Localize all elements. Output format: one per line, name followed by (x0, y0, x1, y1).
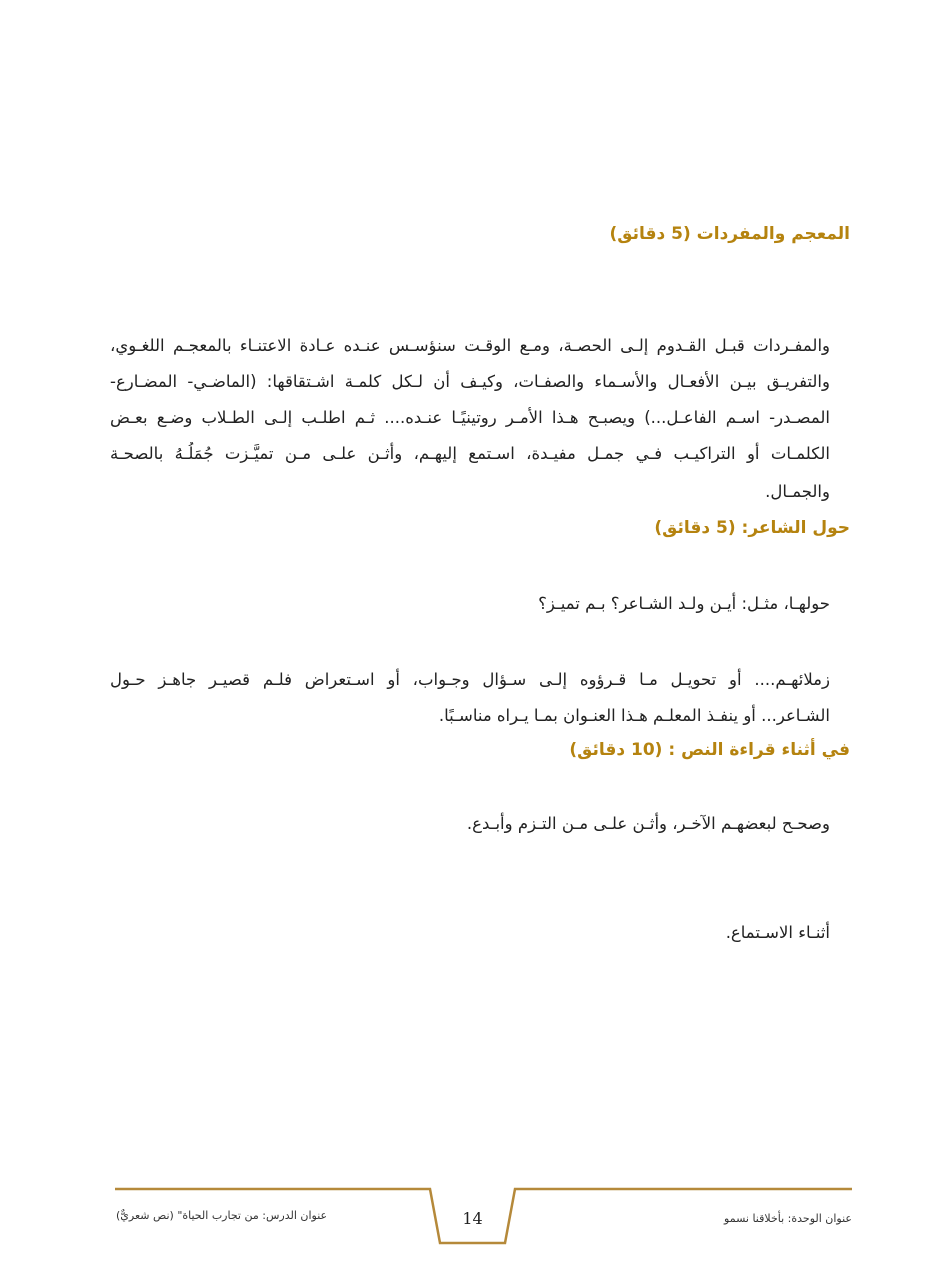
section-heading-poet: حول الشاعر: (5 دقائق) (654, 518, 850, 538)
section-heading-reading: في أثناء قراءة النص : (10 دقائق) (569, 740, 850, 760)
paragraph-line: والجمـال. (765, 482, 830, 501)
section-heading-lexicon: المعجم والمفردات (5 دقائق) (609, 224, 850, 244)
paragraph-line: حولهـا، مثـل: أيـن ولـد الشـاعر؟ بـم تميـز؟ (538, 594, 830, 613)
footer-unit-title: عنوان الوحدة: بأخلاقنا نسمو (724, 1212, 852, 1225)
paragraph-line: وصحـح لبعضهـم الآخـر، وأثـن علـى مـن التـزم وأبـدع. (466, 814, 830, 833)
paragraph-line: المصـدر- اسـم الفاعـل...) ويصبـح هـذا الأمـر روتينيًـا عنـده.... ثـم اطلـب إلـى الطـلاب وضـع بعـض (110, 408, 830, 427)
paragraph-line: زملائهـم.... أو تحويـل مـا قـرؤوه إلـى سـؤال وجـواب، أو اسـتعراض فلـم قصيـر جاهـز حـول (110, 670, 830, 689)
page-number: 14 (462, 1209, 483, 1228)
paragraph-line: الكلمـات أو التراكيـب فـي جمـل مفيـدة، اسـتمع إليهـم، وأثـن علـى مـن تميَّـزت جُمَلُـهُ بالصحـة (110, 444, 830, 463)
paragraph-line: أثنـاء الاسـتماع. (725, 923, 830, 942)
footer-lesson-title: عنوان الدرس: من تجارب الحياة" (نص شعريٌّ) (116, 1209, 328, 1222)
paragraph-line: والمفـردات قبـل القـدوم إلـى الحصـة، ومـع الوقـت سنؤسـس عنـده عـادة الاعتنـاء بالمعجـم اللغـوي، (110, 336, 830, 355)
paragraph-line: الشـاعر... أو ينفـذ المعلـم هـذا العنـوان بمـا يـراه مناسـبًا. (438, 706, 830, 725)
paragraph-line: والتفريـق بيـن الأفعـال والأسـماء والصفـات، وكيـف أن لـكل كلمـة اشـتقاقها: (الماضـي- المضـارع- (110, 372, 830, 391)
